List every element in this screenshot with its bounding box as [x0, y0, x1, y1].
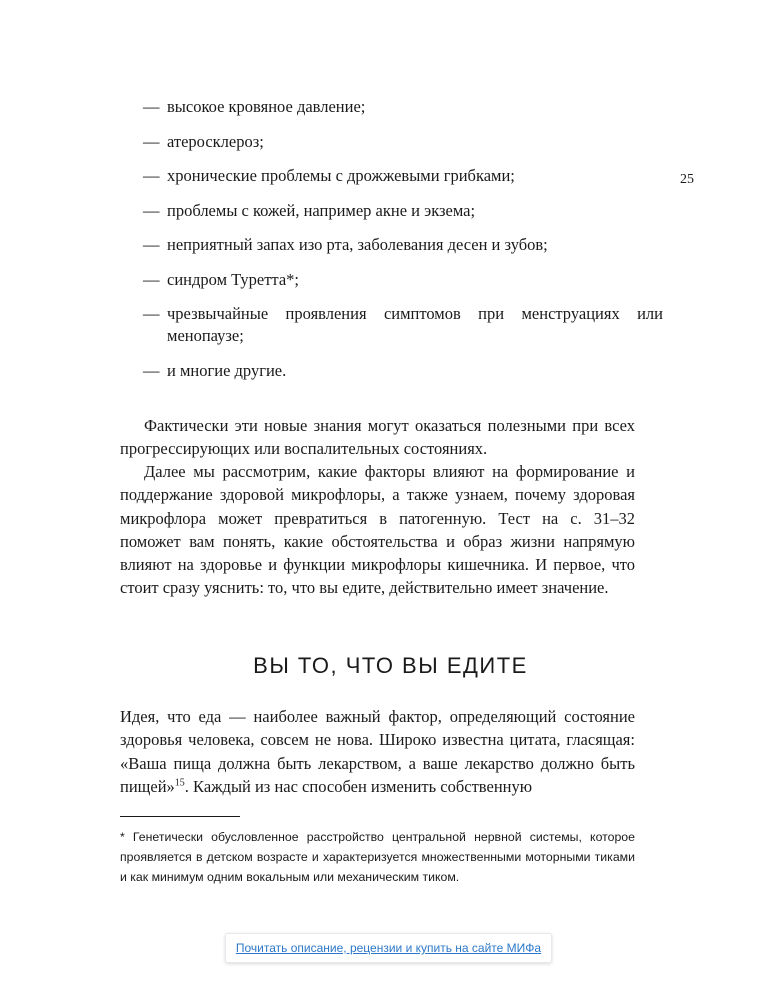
- list-item: [143, 234, 663, 256]
- list-item: [143, 131, 663, 153]
- list-item: [143, 200, 663, 222]
- list-dash: —: [143, 304, 160, 323]
- footnote-ref[interactable]: 15: [174, 777, 185, 789]
- list-item-text: хронические проблемы с дрожжевыми грибками;: [167, 166, 515, 185]
- page-number: 25: [680, 172, 694, 187]
- section-heading: ВЫ ТО, ЧТО ВЫ ЕДИТЕ: [253, 653, 528, 678]
- list-dash: —: [143, 360, 160, 380]
- paragraph-factors: Далее мы рассмотрим, какие факторы влияют на формирование и поддержание здоровой микрофлоры, а также узнаем, почему здоровая микрофлора может превратиться в патогенную. Тест на с. 31–32 поможет вам понять, какие обстоятельства и образ жизни напрямую влияют на здоровье и функции микрофлоры кишечника. И первое, что стоит сразу уяснить: то, что вы едите, действительно имеет значение.: [120, 462, 635, 598]
- list-item: [143, 96, 663, 118]
- list-item: [143, 303, 663, 347]
- list-dash: —: [143, 131, 160, 151]
- paragraph-text-tail: . Каждый из нас способен изменить собственную: [184, 776, 533, 796]
- paragraph-knowledge: Фактически эти новые знания могут оказаться полезными при всех прогрессирующих или воспалительных состояниях.: [120, 416, 635, 459]
- paragraph-food-idea: [120, 705, 635, 798]
- list-item-text: проблемы с кожей, например акне и экзема;: [167, 200, 476, 220]
- list-item: [143, 269, 663, 291]
- buy-link[interactable]: Почитать описание, рецензии и купить на сайте МИФа: [235, 941, 542, 955]
- list-dash: —: [143, 166, 160, 185]
- list-item-text: неприятный запах изо рта, заболевания десен и зубов;: [167, 235, 548, 254]
- list-item-text: чрезвычайные проявления симптомов при менструациях или менопаузе;: [167, 304, 663, 345]
- list-dash: —: [143, 200, 160, 220]
- list-item: [143, 165, 663, 187]
- footnote: * Генетически обусловленное расстройство центральной нервной системы, которое проявляется в детском возрасте и характеризуется множественными моторными тиками и как минимум одним вокальным или механическим тиком.: [120, 830, 635, 884]
- list-item-text: синдром Туретта*;: [167, 269, 299, 289]
- symptom-list: [143, 96, 663, 394]
- paragraph-text: Идея, что еда — наиболее важный фактор, определяющий состояние здоровья человека, совсем не нова. Широко известна цитата, гласящая: «Ваша пища должна быть лекарством, а ваше лекарство должно быть пищей»: [120, 707, 635, 796]
- list-dash: —: [143, 97, 160, 116]
- list-item-text: высокое кровяное давление;: [167, 97, 366, 116]
- list-item: [143, 360, 663, 382]
- list-dash: —: [143, 235, 160, 254]
- list-dash: —: [143, 269, 160, 289]
- list-item-text: атеросклероз;: [167, 131, 264, 151]
- footnote-divider: [120, 816, 240, 817]
- promo-banner: [225, 933, 552, 963]
- list-item-text: и многие другие.: [167, 360, 287, 380]
